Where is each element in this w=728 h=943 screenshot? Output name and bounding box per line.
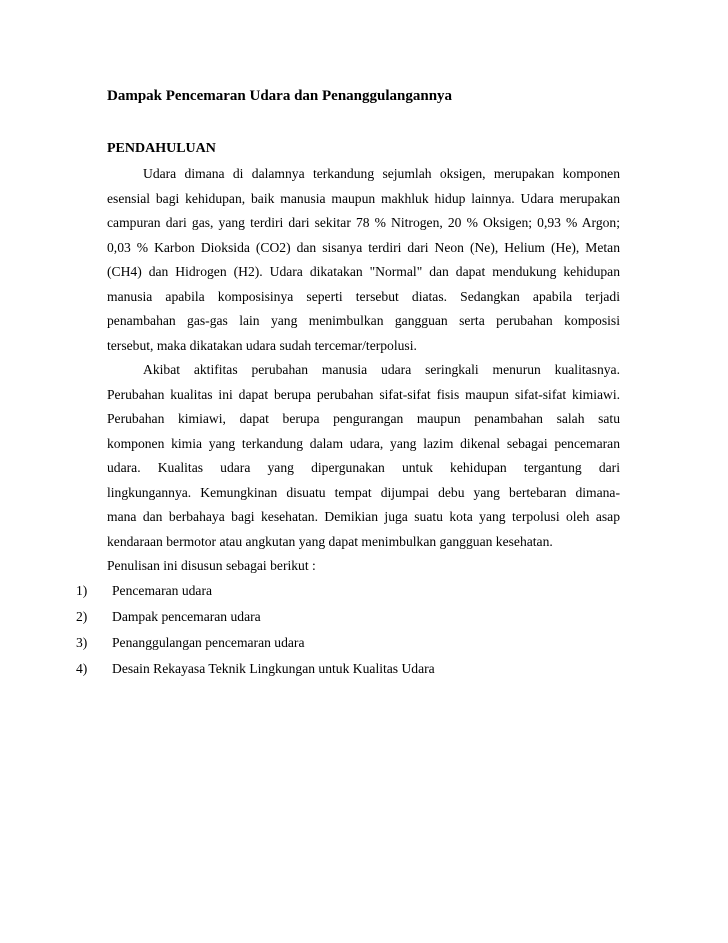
body-line: kendaraan bermotor atau angkutan yang dapat menimbulkan gangguan kesehatan.: [107, 533, 553, 549]
body-line: komponen kimia yang terkandung dalam udara, yang lazim dikenal sebagai pencemaran: [107, 435, 620, 451]
body-line: Perubahan kualitas ini dapat berupa perubahan sifat-sifat fisis maupun sifat-sifat kimiawi.: [107, 386, 620, 402]
body-line: Akibat aktifitas perubahan manusia udara seringkali menurun kualitasnya.: [143, 362, 620, 377]
list-text: Pencemaran udara: [112, 583, 213, 598]
list-text: Desain Rekayasa Teknik Lingkungan untuk Kualitas Udara: [112, 661, 435, 676]
body-line: esensial bagi kehidupan, baik manusia maupun makhluk hidup lainnya. Udara merupakan: [107, 190, 620, 206]
body-line: campuran dari gas, yang terdiri dari sekitar 78 % Nitrogen, 20 % Oksigen; 0,93 % Argon;: [107, 215, 620, 230]
list-item: [0, 630, 728, 656]
body-line: mana dan berbahaya bagi kesehatan. Demikian juga suatu kota yang terpolusi oleh asap: [107, 509, 620, 524]
list-number: 2): [76, 609, 88, 624]
document-title: Dampak Pencemaran Udara dan Penanggulangannya: [107, 88, 453, 104]
body-line: tersebut, maka dikatakan udara sudah tercemar/terpolusi.: [107, 337, 417, 353]
section-heading: PENDAHULUAN: [107, 141, 216, 156]
list-number: 3): [76, 635, 88, 650]
body-line: penambahan gas-gas lain yang menimbulkan gangguan serta perubahan komposisi: [107, 313, 620, 328]
list-number: 1): [76, 583, 88, 598]
body-line: Udara dimana di dalamnya terkandung sejumlah oksigen, merupakan komponen: [143, 166, 620, 181]
body-line: 0,03 % Karbon Dioksida (CO2) dan sisanya terdiri dari Neon (Ne), Helium (He), Metan: [107, 239, 620, 255]
body-line: Penulisan ini disusun sebagai berikut :: [107, 558, 316, 573]
body-paragraphs: [107, 162, 620, 579]
list-number: 4): [76, 661, 88, 676]
body-line: Perubahan kimiawi, dapat berupa pengurangan maupun penambahan salah satu: [107, 411, 620, 426]
list-text: Penanggulangan pencemaran udara: [112, 635, 305, 650]
body-line: lingkungannya. Kemungkinan disuatu tempat dijumpai debu yang bertebaran dimana-: [107, 484, 620, 500]
list-item: [0, 578, 728, 604]
list-item: [0, 604, 728, 630]
outline-list: [0, 578, 728, 682]
body-line: (CH4) dan Hidrogen (H2). Udara dikatakan "Normal" dan dapat mendukung kehidupan: [107, 264, 620, 279]
body-line: udara. Kualitas udara yang dipergunakan untuk kehidupan tergantung dari: [107, 460, 620, 475]
body-line: manusia apabila komposisinya seperti tersebut diatas. Sedangkan apabila terjadi: [107, 288, 620, 304]
list-text: Dampak pencemaran udara: [112, 609, 261, 624]
list-item: [0, 656, 728, 682]
